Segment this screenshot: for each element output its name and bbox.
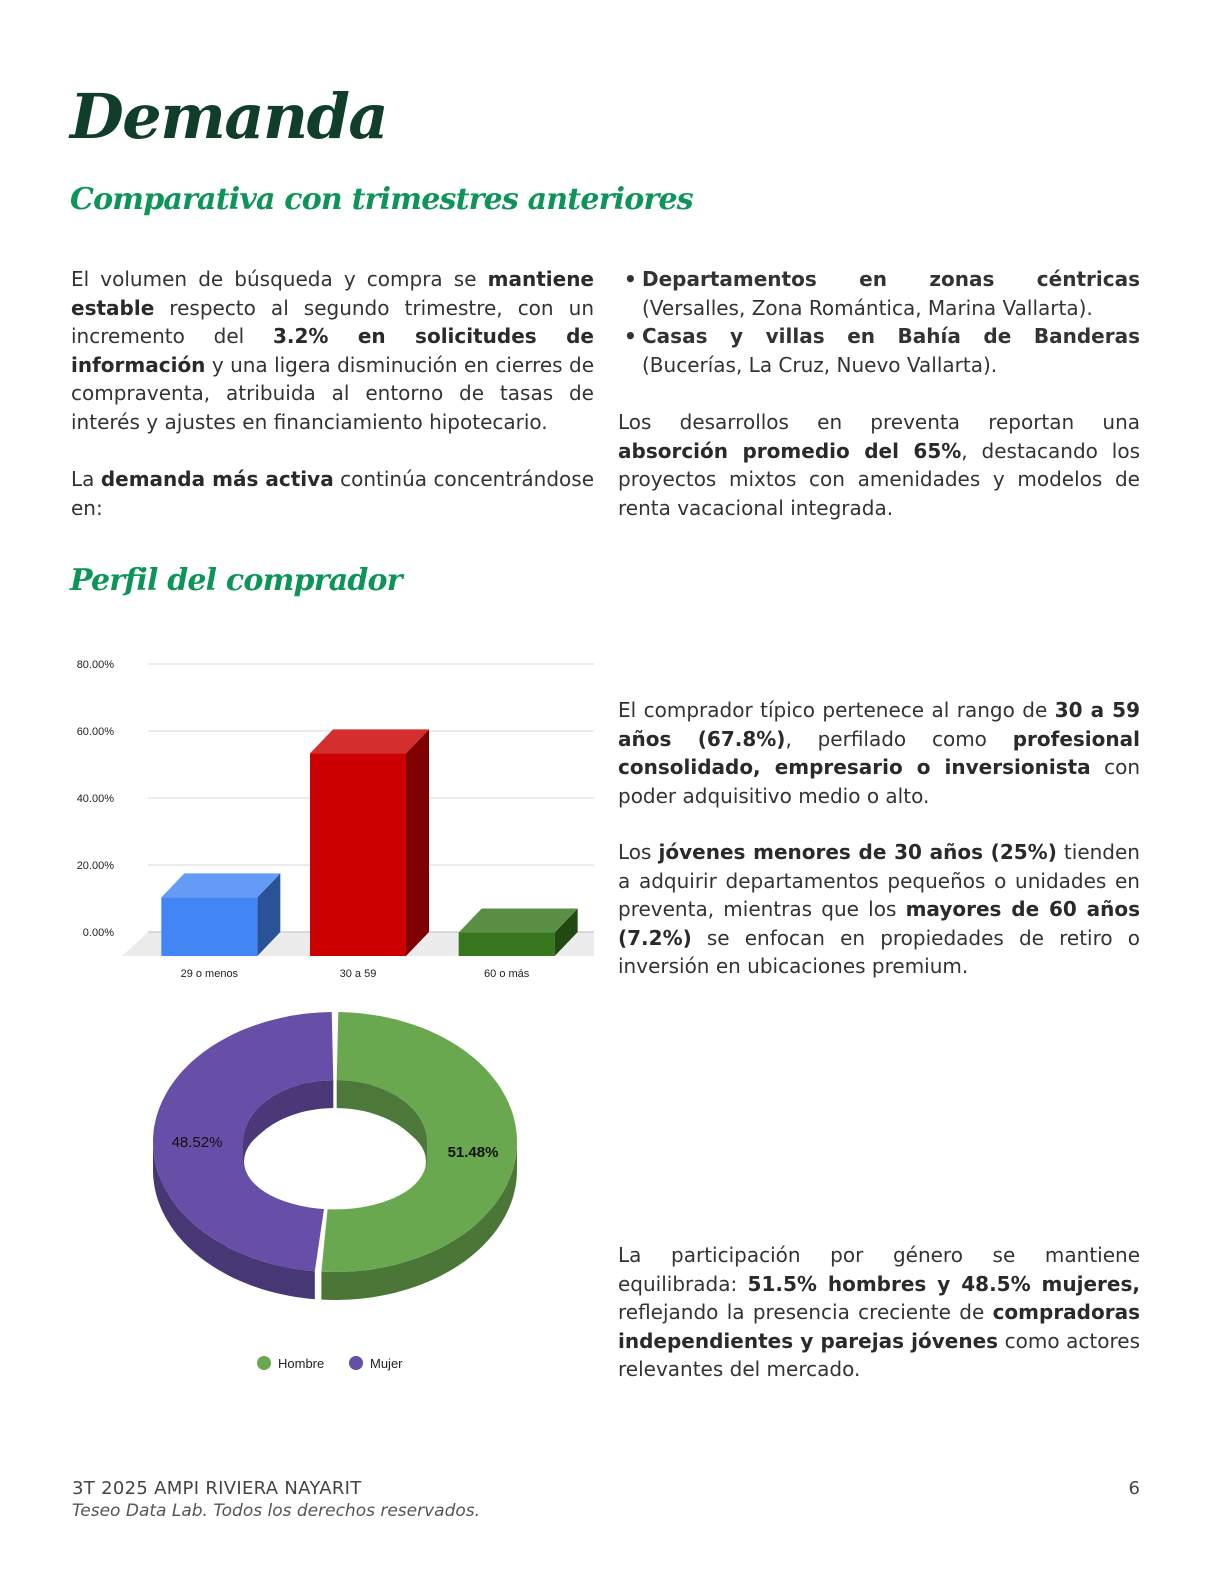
paragraph-jovenes-mayores: Los jóvenes menores de 30 años (25%) tienden a adquirir departamentos pequeños o unidades en preventa, mientras que los mayores de 60 años (7.2%) se enfocan en propiedades de retiro o inversión en ubicaciones premium.: [618, 840, 1140, 979]
bar: [161, 873, 280, 956]
y-tick-label: 40.00%: [76, 793, 114, 805]
footer-subtitle: Teseo Data Lab. Todos los derechos reservados.: [72, 1501, 481, 1521]
legend-marker: [257, 1356, 271, 1370]
y-tick-label: 60.00%: [76, 726, 114, 738]
bar: [310, 729, 429, 956]
footer-title: 3T 2025 AMPI RIVIERA NAYARIT: [72, 1478, 362, 1499]
paragraph-comprador-tipico: El comprador típico pertenece al rango de 30 a 59 años (67.8%), perfilado como profesional consolidado, empresario o inversionista con poder adquisitivo medio o alto.: [618, 698, 1141, 808]
paragraph-genero: La participación por género se mantiene equilibrada: 51.5% hombres y 48.5% mujeres, reflejando la presencia creciente de compradoras independientes y parejas jóvenes como actores relevantes del mercado.: [618, 1243, 1140, 1382]
paragraph-demanda-activa: La demanda más activa continúa concentrándose en:: [71, 467, 595, 520]
list-item: • Departamentos en zonas céntricas (Versalles, Zona Romántica, Marina Vallarta).: [624, 265, 1140, 322]
list-item: • Casas y villas en Bahía de Banderas (Bucerías, La Cruz, Nuevo Vallarta).: [624, 322, 1140, 379]
section-heading-comparativa: Comparativa con trimestres anteriores: [70, 182, 693, 217]
legend-marker: [349, 1356, 363, 1370]
age-bar-chart: [60, 645, 610, 990]
page-title: Demanda: [70, 80, 388, 153]
bar-front: [310, 753, 406, 956]
x-tick-label: 30 a 59: [339, 968, 377, 980]
legend-label: Hombre: [278, 1356, 325, 1371]
x-tick-label: 60 o más: [484, 968, 530, 980]
donut-hole: [244, 1113, 426, 1209]
page-number: 6: [1128, 1478, 1140, 1499]
slice-label: 51.48%: [447, 1144, 499, 1161]
bar-front: [161, 897, 257, 956]
x-tick-label: 29 o menos: [180, 968, 239, 980]
paragraph-volumen: El volumen de búsqueda y compra se mantiene estable respecto al segundo trimestre, con un incremento del 3.2% en solicitudes de información y una ligera disminución en cierres de compraventa, atribuida al entorno de tasas de interés y ajustes en financiamiento hipotecario.: [71, 267, 594, 434]
legend-label: Mujer: [370, 1356, 403, 1371]
y-tick-label: 80.00%: [76, 659, 114, 671]
gender-donut-chart: [130, 1005, 540, 1385]
bar-side: [406, 729, 429, 956]
bar-front: [459, 933, 555, 956]
demand-list: [624, 265, 1140, 379]
slice-label: 48.52%: [171, 1134, 223, 1151]
y-tick-label: 20.00%: [76, 860, 114, 872]
bar: [459, 909, 578, 956]
section-heading-perfil: Perfil del comprador: [70, 563, 402, 598]
y-tick-label: 0.00%: [82, 927, 114, 939]
paragraph-preventa: Los desarrollos en preventa reportan una absorción promedio del 65%, destacando los proyectos mixtos con amenidades y modelos de renta vacacional integrada.: [618, 410, 1140, 520]
